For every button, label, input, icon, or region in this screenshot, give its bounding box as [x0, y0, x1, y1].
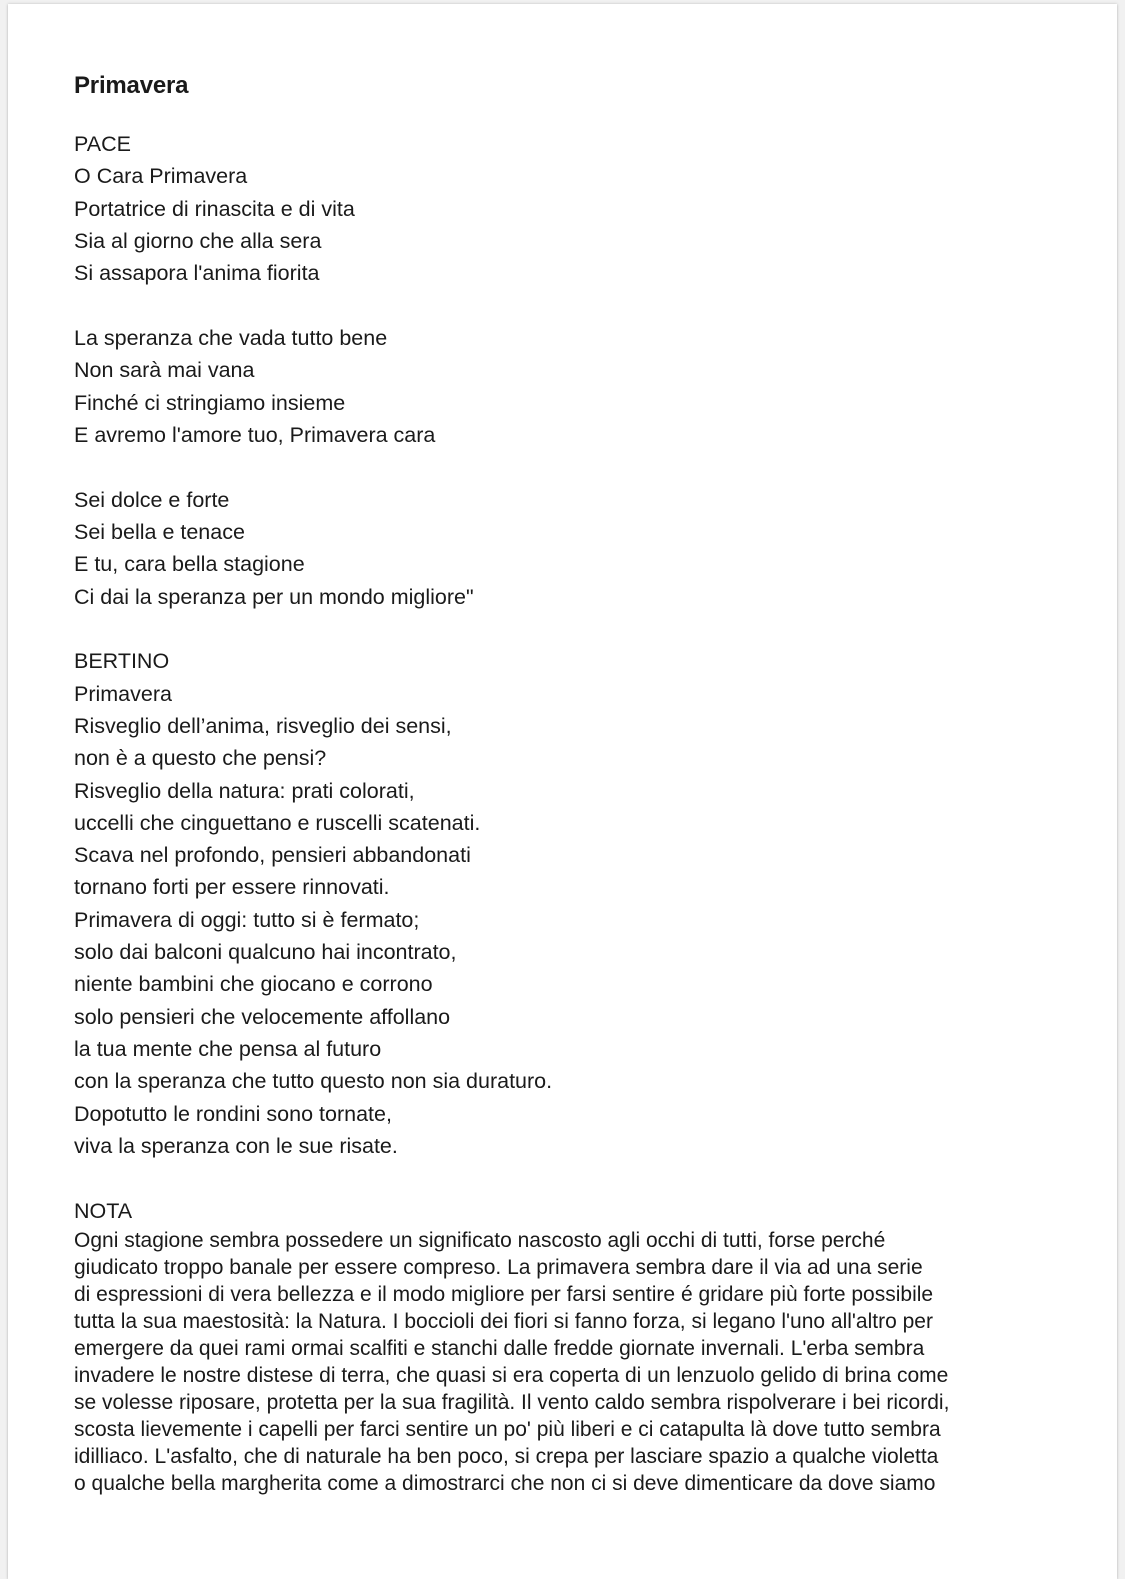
- poem-line: uccelli che cinguettano e ruscelli scatenati.: [74, 810, 481, 835]
- note-section: [74, 1195, 1054, 1497]
- note-heading: NOTA: [74, 1198, 133, 1223]
- poem-line: BERTINO: [74, 649, 170, 674]
- poem-line: Finché ci stringiamo insieme: [74, 390, 346, 415]
- document-page: [8, 4, 1117, 1579]
- poem-stanza: [74, 484, 1054, 613]
- note-line: tutta la sua maestosità: la Natura. I boccioli dei fiori si fanno forza, si legano l'uno all'altro per: [74, 1309, 933, 1333]
- poem-line: E avremo l'amore tuo, Primavera cara: [74, 422, 436, 447]
- poem-line: solo dai balconi qualcuno hai incontrato,: [74, 940, 457, 965]
- poem-line: Ci dai la speranza per un mondo migliore": [74, 584, 474, 609]
- note-line: giudicato troppo banale per essere compreso. La primavera sembra dare il via ad una serie: [74, 1255, 923, 1279]
- poem-line: Primavera di oggi: tutto si è fermato;: [74, 907, 420, 932]
- poem-line: PACE: [74, 132, 131, 156]
- poem-stanza: [74, 128, 1054, 289]
- poem-line: la tua mente che pensa al futuro: [74, 1036, 382, 1061]
- note-line: emergere da quei rami ormai scalfiti e stanchi dalle fredde giornate invernali. L'erba sembra: [74, 1336, 925, 1360]
- poem-line: Dopotutto le rondini sono tornate,: [74, 1101, 392, 1126]
- note-line: invadere le nostre distese di terra, che quasi si era coperta di un lenzuolo gelido di brina come: [74, 1363, 949, 1387]
- poem-line: Primavera: [74, 681, 172, 706]
- poem-line: E tu, cara bella stagione: [74, 552, 305, 577]
- poem-line: Sei dolce e forte: [74, 487, 230, 512]
- note-line: idilliaco. L'asfalto, che di naturale ha ben poco, si crepa per lasciare spazio a qualche violetta: [74, 1444, 939, 1468]
- poem-line: con la speranza che tutto questo non sia duraturo.: [74, 1069, 553, 1094]
- note-line: Ogni stagione sembra possedere un significato nascosto agli occhi di tutti, forse perché: [74, 1228, 886, 1252]
- note-line: di espressioni di vera bellezza e il modo migliore per farsi sentire é gridare più forte possibile: [74, 1282, 934, 1306]
- document-title: Primavera: [74, 72, 189, 99]
- poem-stanza: [74, 322, 1054, 451]
- poem-line: solo pensieri che velocemente affollano: [74, 1004, 451, 1029]
- poem-sections: [74, 128, 1054, 1162]
- poem-line: tornano forti per essere rinnovati.: [74, 875, 390, 900]
- document-content: [74, 70, 1054, 1497]
- poem-line: niente bambini che giocano e corrono: [74, 972, 433, 997]
- note-line: se volesse riposare, protetta per la sua fragilità. Il vento caldo sembra rispolverare i bei ricordi,: [74, 1390, 950, 1414]
- poem-line: Risveglio della natura: prati colorati,: [74, 778, 415, 803]
- poem-line: Si assapora l'anima fiorita: [74, 261, 320, 286]
- note-line: scosta lievemente i capelli per farci sentire un po' più liberi e ci catapulta là dove tutto sembra: [74, 1417, 941, 1441]
- poem-line: Non sarà mai vana: [74, 358, 255, 383]
- poem-line: non è a questo che pensi?: [74, 746, 327, 771]
- note-line: o qualche bella margherita come a dimostrarci che non ci si deve dimenticare da dove siamo: [74, 1471, 936, 1495]
- poem-line: Sei bella e tenace: [74, 519, 245, 544]
- poem-line: La speranza che vada tutto bene: [74, 325, 388, 350]
- poem-line: Portatrice di rinascita e di vita: [74, 196, 355, 221]
- poem-line: O Cara Primavera: [74, 164, 248, 189]
- poem-line: Risveglio dell’anima, risveglio dei sensi,: [74, 713, 452, 738]
- note-body: [74, 1227, 1034, 1497]
- poem-line: Scava nel profondo, pensieri abbandonati: [74, 843, 471, 868]
- poem-line: Sia al giorno che alla sera: [74, 228, 322, 253]
- poem-stanza: [74, 645, 1054, 1162]
- poem-line: viva la speranza con le sue risate.: [74, 1133, 398, 1158]
